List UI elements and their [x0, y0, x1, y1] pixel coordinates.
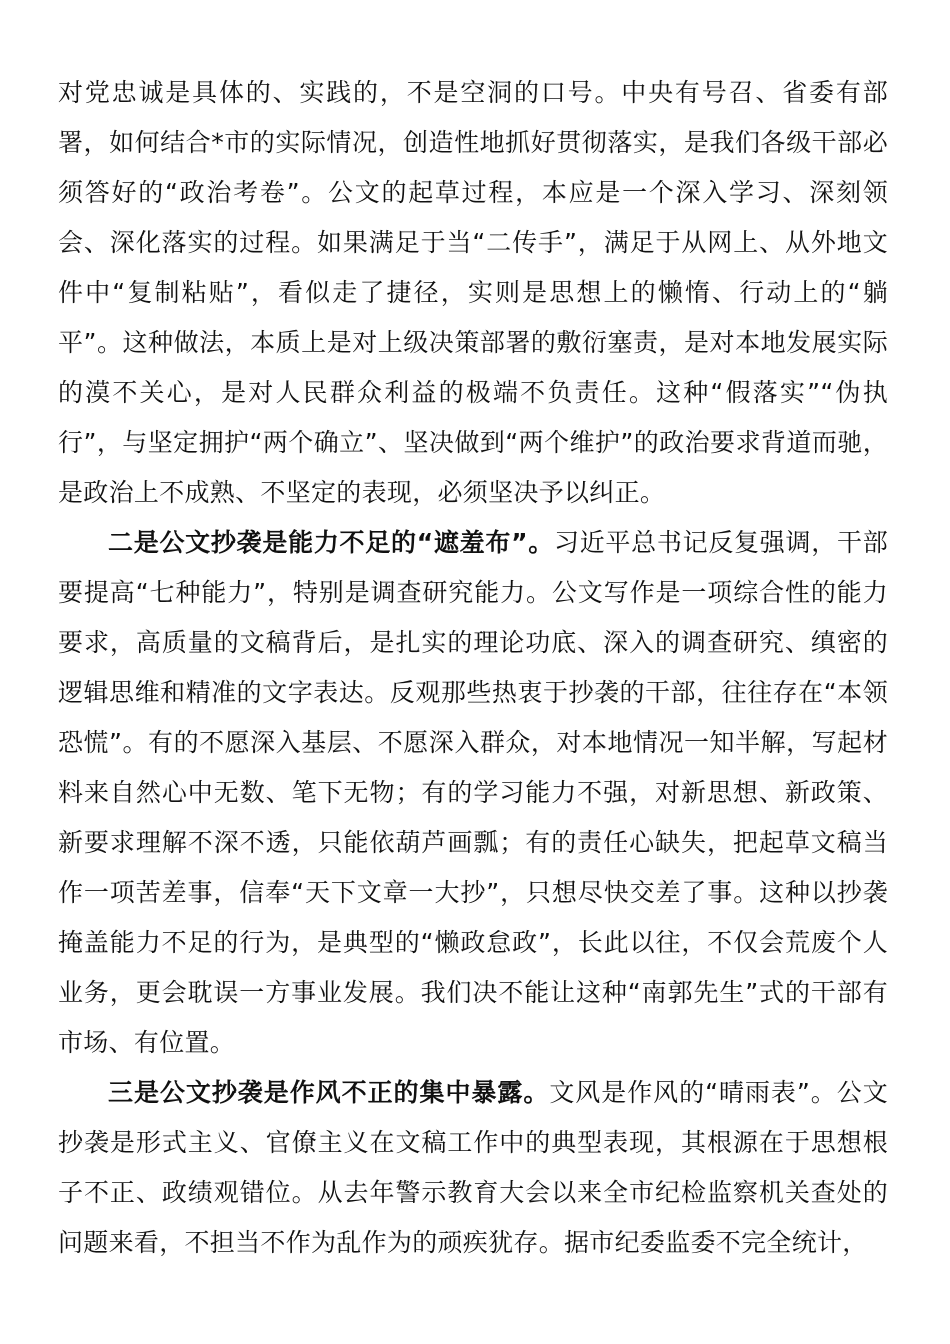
paragraph-3: [58, 1068, 888, 1268]
paragraph-1: [58, 68, 888, 518]
paragraph-1-text: 对党忠诚是具体的、实践的，不是空洞的口号。中央有号召、省委有部署，如何结合*市的实际情况，创造性地抓好贯彻落实，是我们各级干部必须答好的“政治考卷”。公文的起草过程，本应是一个深入学习、深刻领会、深化落实的过程。如果满足于当“二传手”，满足于从网上、从外地文件中“复制粘贴”，看似走了捷径，实则是思想上的懒惰、行动上的“躺平”。这种做法，本质上是对上级决策部署的敷衍塞责，是对本地发展实际的漠不关心，是对人民群众利益的极端不负责任。这种“假落实”“伪执行”，与坚定拥护“两个确立”、坚决做到“两个维护”的政治要求背道而驰，是政治上不成熟、不坚定的表现，必须坚决予以纠正。: [58, 78, 888, 507]
paragraph-3-text: 文风是作风的“晴雨表”。公文抄袭是形式主义、官僚主义在文稿工作中的典型表现，其根源在于思想根子不正、政绩观错位。从去年警示教育大会以来全市纪检监察机关查处的问题来看，不担当不作为乱作为的顽疾犹存。据市纪委监委不完全统计，: [58, 1078, 888, 1257]
paragraph-3-lead: 三是公文抄袭是作风不正的集中暴露。: [108, 1078, 550, 1107]
paragraph-2: [58, 518, 888, 1068]
paragraph-2-lead: 二是公文抄袭是能力不足的“遮羞布”。: [108, 528, 554, 557]
paragraph-2-text: 习近平总书记反复强调，干部要提高“七种能力”，特别是调查研究能力。公文写作是一项综合性的能力要求，高质量的文稿背后，是扎实的理论功底、深入的调查研究、缜密的逻辑思维和精准的文字表达。反观那些热衷于抄袭的干部，往往存在“本领恐慌”。有的不愿深入基层、不愿深入群众，对本地情况一知半解，写起材料来自然心中无数、笔下无物；有的学习能力不强，对新思想、新政策、新要求理解不深不透，只能依葫芦画瓢；有的责任心缺失，把起草文稿当作一项苦差事，信奉“天下文章一大抄”，只想尽快交差了事。这种以抄袭掩盖能力不足的行为，是典型的“懒政怠政”，长此以往，不仅会荒废个人业务，更会耽误一方事业发展。我们决不能让这种“南郭先生”式的干部有市场、有位置。: [58, 528, 889, 1057]
